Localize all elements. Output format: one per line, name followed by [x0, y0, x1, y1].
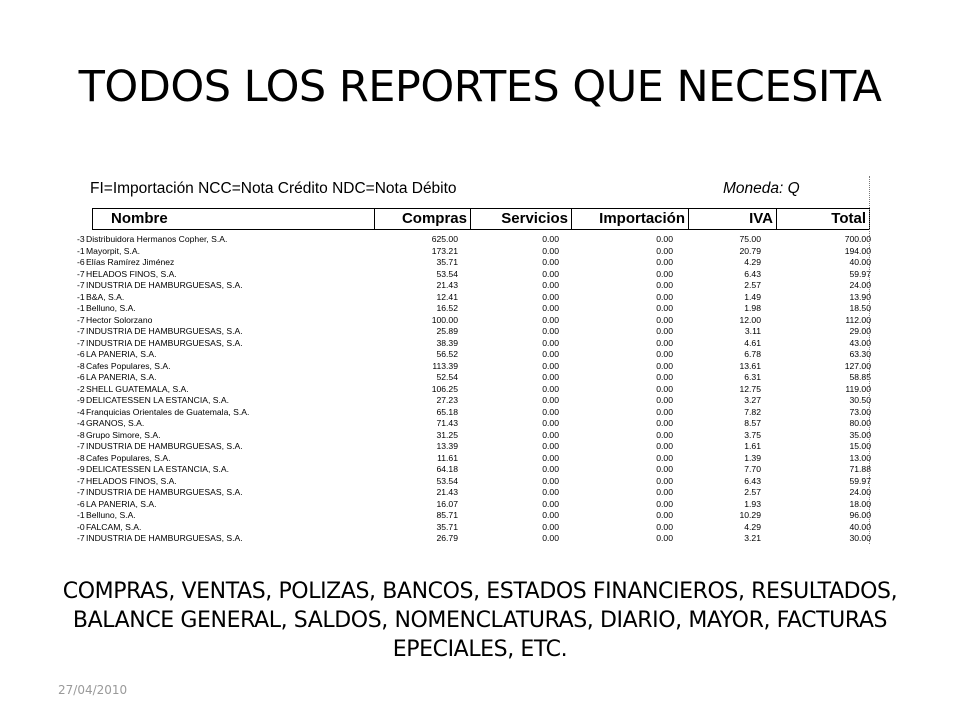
row-iva: 7.82	[744, 406, 761, 417]
table-row	[77, 257, 873, 269]
row-servicios: 0.00	[542, 257, 559, 267]
row-compras: 173.21	[431, 245, 458, 256]
row-total: 59.97	[849, 475, 871, 486]
row-iva: 2.57	[744, 487, 761, 497]
table-row	[77, 418, 873, 430]
row-importacion: 0.00	[656, 314, 673, 325]
report-screenshot	[77, 176, 873, 544]
row-iva: 4.29	[744, 521, 761, 532]
row-servicios: 0.00	[542, 487, 559, 497]
column-header-servicios: Servicios	[470, 209, 571, 229]
row-code: -8	[77, 452, 85, 463]
table-row	[77, 337, 873, 350]
table-row	[77, 383, 873, 396]
row-servicios: 0.00	[542, 314, 559, 325]
row-servicios: 0.00	[542, 349, 559, 359]
row-iva: 20.79	[739, 245, 761, 256]
row-name: Hector Solorzano	[86, 314, 153, 325]
row-iva: 10.29	[739, 510, 761, 520]
row-servicios: 0.00	[542, 418, 559, 428]
table-row	[77, 303, 873, 315]
table-row	[77, 268, 873, 281]
row-iva: 6.43	[744, 475, 761, 486]
table-row	[77, 406, 873, 419]
row-iva: 12.00	[739, 314, 761, 325]
row-compras: 56.52	[436, 349, 458, 359]
row-code: -8	[77, 429, 85, 440]
row-total: 40.00	[849, 257, 871, 267]
currency-label: Moneda: Q	[723, 180, 800, 197]
column-header-importacion: Importación	[571, 209, 688, 229]
row-iva: 6.78	[744, 349, 761, 359]
row-iva: 1.39	[744, 452, 761, 463]
table-row	[77, 360, 873, 373]
row-name: Belluno, S.A.	[86, 510, 136, 520]
row-total: 24.00	[849, 280, 871, 290]
row-iva: 13.61	[739, 360, 761, 371]
row-importacion: 0.00	[656, 291, 673, 302]
row-importacion: 0.00	[656, 245, 673, 256]
row-name: LA PANERIA, S.A.	[86, 349, 157, 359]
row-compras: 16.52	[436, 303, 458, 313]
row-name: HELADOS FINOS, S.A.	[86, 475, 177, 486]
row-code: -7	[77, 533, 85, 543]
row-name: B&A, S.A.	[86, 291, 125, 302]
row-name: Mayorpit, S.A.	[86, 245, 140, 256]
row-name: Franquicias Orientales de Guatemala, S.A.	[86, 406, 250, 417]
row-name: DELICATESSEN LA ESTANCIA, S.A.	[86, 395, 229, 405]
row-code: -7	[77, 268, 85, 279]
row-total: 63.30	[849, 349, 871, 359]
row-code: -7	[77, 280, 85, 290]
row-iva: 1.61	[744, 441, 761, 451]
row-importacion: 0.00	[656, 487, 673, 497]
row-name: Cafes Populares, S.A.	[86, 360, 171, 371]
row-compras: 53.54	[436, 268, 458, 279]
table-row	[77, 475, 873, 488]
row-iva: 8.57	[744, 418, 761, 428]
table-row	[77, 326, 873, 338]
table-row	[77, 452, 873, 465]
row-compras: 31.25	[436, 429, 458, 440]
row-iva: 3.11	[744, 326, 761, 336]
row-importacion: 0.00	[656, 280, 673, 290]
column-header-total: Total	[776, 209, 870, 229]
row-code: -7	[77, 337, 85, 348]
row-importacion: 0.00	[656, 234, 673, 244]
row-servicios: 0.00	[542, 521, 559, 532]
row-name: FALCAM, S.A.	[86, 521, 142, 532]
table-header	[92, 208, 870, 230]
row-name: Grupo Simore, S.A.	[86, 429, 161, 440]
row-code: -7	[77, 314, 85, 325]
row-code: -4	[77, 418, 85, 428]
row-code: -4	[77, 406, 85, 417]
row-importacion: 0.00	[656, 429, 673, 440]
row-iva: 4.29	[744, 257, 761, 267]
row-code: -7	[77, 475, 85, 486]
row-total: 30.00	[849, 533, 871, 543]
report-header	[90, 178, 873, 200]
row-total: 58.85	[849, 372, 871, 382]
table-row	[77, 395, 873, 407]
row-name: GRANOS, S.A.	[86, 418, 145, 428]
row-code: -1	[77, 303, 85, 313]
row-compras: 71.43	[436, 418, 458, 428]
row-servicios: 0.00	[542, 360, 559, 371]
row-total: 73.00	[849, 406, 871, 417]
row-total: 43.00	[849, 337, 871, 348]
row-code: -7	[77, 487, 85, 497]
column-header-iva: IVA	[688, 209, 776, 229]
row-servicios: 0.00	[542, 291, 559, 302]
table-row	[77, 314, 873, 327]
row-compras: 100.00	[431, 314, 458, 325]
row-importacion: 0.00	[656, 372, 673, 382]
row-compras: 16.07	[436, 498, 458, 509]
row-name: INDUSTRIA DE HAMBURGUESAS, S.A.	[86, 533, 243, 543]
row-importacion: 0.00	[656, 395, 673, 405]
row-code: -1	[77, 510, 85, 520]
row-iva: 12.75	[739, 383, 761, 394]
row-name: INDUSTRIA DE HAMBURGUESAS, S.A.	[86, 326, 243, 336]
row-importacion: 0.00	[656, 406, 673, 417]
row-compras: 625.00	[431, 234, 458, 244]
row-total: 18.00	[849, 498, 871, 509]
row-importacion: 0.00	[656, 464, 673, 474]
row-servicios: 0.00	[542, 510, 559, 520]
row-code: -6	[77, 498, 85, 509]
column-header-nombre: Nombre	[92, 209, 374, 229]
row-servicios: 0.00	[542, 452, 559, 463]
row-iva: 7.70	[744, 464, 761, 474]
report-legend: FI=Importación NCC=Nota Crédito NDC=Nota Débito	[90, 180, 457, 197]
table-row	[77, 291, 873, 304]
table-body	[77, 234, 873, 545]
row-name: LA PANERIA, S.A.	[86, 372, 157, 382]
row-compras: 35.71	[436, 257, 458, 267]
row-servicios: 0.00	[542, 395, 559, 405]
row-name: INDUSTRIA DE HAMBURGUESAS, S.A.	[86, 487, 243, 497]
row-importacion: 0.00	[656, 452, 673, 463]
row-compras: 113.39	[432, 360, 458, 371]
row-code: -1	[77, 291, 85, 302]
row-total: 29.00	[849, 326, 871, 336]
row-servicios: 0.00	[542, 234, 559, 244]
row-iva: 1.98	[744, 303, 761, 313]
row-name: HELADOS FINOS, S.A.	[86, 268, 177, 279]
row-name: LA PANERIA, S.A.	[86, 498, 157, 509]
row-total: 194.00	[844, 245, 871, 256]
row-servicios: 0.00	[542, 268, 559, 279]
row-total: 18.50	[849, 303, 871, 313]
footer-date: 27/04/2010	[58, 683, 128, 697]
row-name: INDUSTRIA DE HAMBURGUESAS, S.A.	[86, 280, 243, 290]
row-importacion: 0.00	[656, 360, 673, 371]
table-row	[77, 280, 873, 292]
row-code: -6	[77, 372, 85, 382]
row-name: DELICATESSEN LA ESTANCIA, S.A.	[86, 464, 229, 474]
row-total: 13.90	[849, 291, 871, 302]
row-iva: 4.61	[744, 337, 761, 348]
report-list-text: COMPRAS, VENTAS, POLIZAS, BANCOS, ESTADOS FINANCIEROS, RESULTADOS, BALANCE GENERAL, SALDOS, NOMENCLATURAS, DIARIO, MAYOR, FACTURAS EPECIALES, ETC.	[62, 579, 898, 662]
row-importacion: 0.00	[656, 510, 673, 520]
row-name: Cafes Populares, S.A.	[86, 452, 171, 463]
slide-title: TODOS LOS REPORTES QUE NECESITA	[78, 62, 882, 112]
row-servicios: 0.00	[542, 372, 559, 382]
row-servicios: 0.00	[542, 245, 559, 256]
row-compras: 65.18	[436, 406, 458, 417]
row-iva: 6.43	[744, 268, 761, 279]
row-importacion: 0.00	[656, 383, 673, 394]
row-servicios: 0.00	[542, 326, 559, 336]
row-compras: 27.23	[436, 395, 458, 405]
row-total: 119.00	[845, 383, 871, 394]
row-importacion: 0.00	[656, 337, 673, 348]
row-servicios: 0.00	[542, 441, 559, 451]
row-code: -0	[77, 521, 85, 532]
row-servicios: 0.00	[542, 475, 559, 486]
row-iva: 2.57	[744, 280, 761, 290]
table-row	[77, 234, 873, 246]
row-total: 96.00	[849, 510, 871, 520]
row-code: -6	[77, 257, 85, 267]
row-servicios: 0.00	[542, 383, 559, 394]
row-code: -1	[77, 245, 85, 256]
row-name: Elías Ramírez Jiménez	[86, 257, 175, 267]
table-row	[77, 441, 873, 453]
table-row	[77, 533, 873, 545]
table-row	[77, 245, 873, 258]
row-total: 13.00	[849, 452, 871, 463]
table-row	[77, 464, 873, 476]
table-row	[77, 510, 873, 522]
row-total: 40.00	[849, 521, 871, 532]
row-importacion: 0.00	[656, 418, 673, 428]
row-compras: 35.71	[436, 521, 458, 532]
row-compras: 53.54	[436, 475, 458, 486]
row-importacion: 0.00	[656, 498, 673, 509]
row-total: 24.00	[849, 487, 871, 497]
row-importacion: 0.00	[656, 475, 673, 486]
row-name: SHELL GUATEMALA, S.A.	[86, 383, 189, 394]
row-code: -7	[77, 326, 85, 336]
row-compras: 52.54	[436, 372, 458, 382]
row-importacion: 0.00	[656, 533, 673, 543]
row-total: 112.00	[845, 314, 871, 325]
row-compras: 38.39	[436, 337, 458, 348]
row-compras: 13.39	[436, 441, 458, 451]
row-servicios: 0.00	[542, 533, 559, 543]
row-code: -7	[77, 441, 85, 451]
row-name: INDUSTRIA DE HAMBURGUESAS, S.A.	[86, 441, 243, 451]
row-code: -6	[77, 349, 85, 359]
table-row	[77, 429, 873, 442]
row-importacion: 0.00	[656, 326, 673, 336]
row-code: -3	[77, 234, 85, 244]
row-code: -2	[77, 383, 85, 394]
row-compras: 21.43	[436, 280, 458, 290]
row-code: -8	[77, 360, 85, 371]
row-servicios: 0.00	[542, 337, 559, 348]
row-compras: 106.25	[431, 383, 458, 394]
row-total: 59.97	[849, 268, 871, 279]
table-row	[77, 521, 873, 534]
row-compras: 85.71	[436, 510, 458, 520]
row-importacion: 0.00	[656, 349, 673, 359]
row-servicios: 0.00	[542, 303, 559, 313]
row-servicios: 0.00	[542, 429, 559, 440]
row-name: Belluno, S.A.	[86, 303, 136, 313]
table-row	[77, 498, 873, 511]
row-importacion: 0.00	[656, 441, 673, 451]
row-code: -9	[77, 464, 85, 474]
row-name: Distribuidora Hermanos Copher, S.A.	[86, 234, 228, 244]
row-total: 71.88	[849, 464, 871, 474]
table-row	[77, 372, 873, 384]
row-compras: 12.41	[436, 291, 458, 302]
row-iva: 6.31	[744, 372, 761, 382]
table-row	[77, 349, 873, 361]
row-compras: 26.79	[436, 533, 458, 543]
row-importacion: 0.00	[656, 268, 673, 279]
row-servicios: 0.00	[542, 464, 559, 474]
row-compras: 64.18	[436, 464, 458, 474]
report-edge	[869, 176, 873, 544]
row-iva: 3.27	[744, 395, 761, 405]
row-compras: 25.89	[436, 326, 458, 336]
row-importacion: 0.00	[656, 303, 673, 313]
row-code: -9	[77, 395, 85, 405]
row-total: 700.00	[844, 234, 871, 244]
row-total: 15.00	[849, 441, 871, 451]
row-iva: 75.00	[739, 234, 761, 244]
row-iva: 1.93	[744, 498, 761, 509]
row-compras: 11.61	[437, 452, 458, 463]
row-iva: 1.49	[744, 291, 761, 302]
column-header-compras: Compras	[374, 209, 470, 229]
table-row	[77, 487, 873, 499]
row-total: 35.00	[849, 429, 871, 440]
row-importacion: 0.00	[656, 257, 673, 267]
row-importacion: 0.00	[656, 521, 673, 532]
row-total: 127.00	[844, 360, 871, 371]
row-total: 80.00	[849, 418, 871, 428]
row-servicios: 0.00	[542, 406, 559, 417]
row-total: 30.50	[849, 395, 871, 405]
row-compras: 21.43	[436, 487, 458, 497]
row-servicios: 0.00	[542, 498, 559, 509]
row-servicios: 0.00	[542, 280, 559, 290]
row-iva: 3.75	[744, 429, 761, 440]
row-iva: 3.21	[744, 533, 761, 543]
row-name: INDUSTRIA DE HAMBURGUESAS, S.A.	[86, 337, 243, 348]
